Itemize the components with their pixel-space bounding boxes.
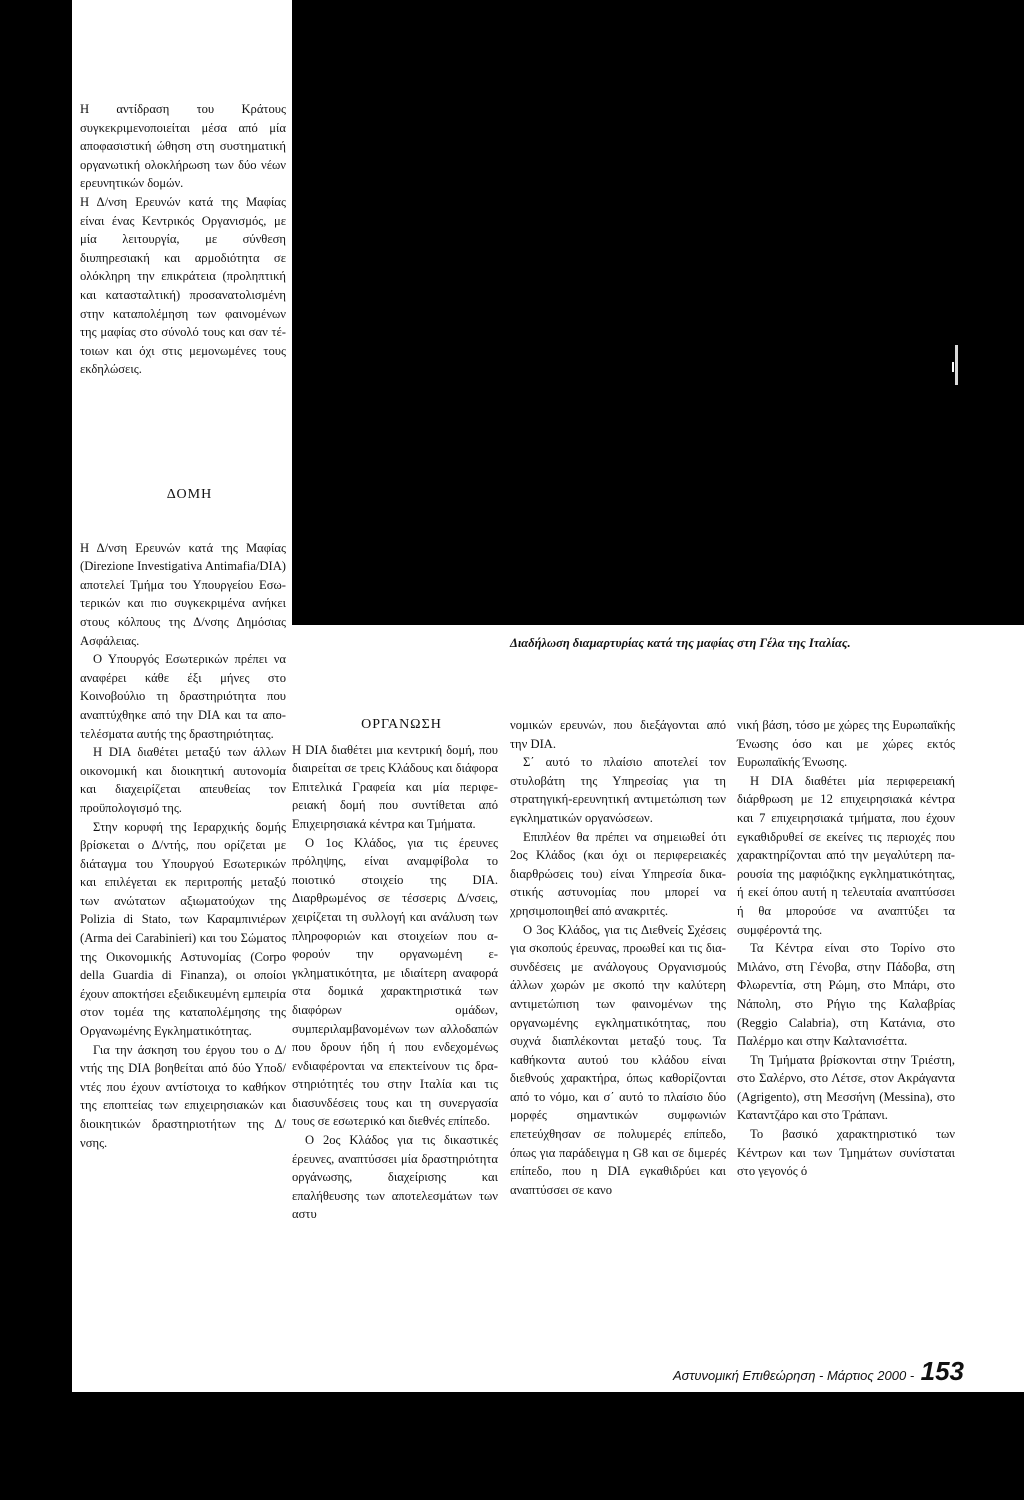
domi-paragraph-2: Ο Υπουργός Εσωτερικών πρέπει να αναφέρει κάθε έξι μήνες στο Κοινοβούλιο τη δραστηριότητα που αναπτύχθηκε από την DIA και τα αποτελέσματα αυτής της δραστηριότητας. [80, 652, 286, 741]
col4-paragraph-5: Το βασικό χαρακτηριστικό των Κέντρων και των Τμημάτων συνίσταται στο γεγονός ό [737, 1127, 955, 1179]
section-heading-organosi: ΟΡΓΑΝΩΣΗ [361, 717, 442, 732]
domi-paragraph-4: Στην κορυφή της Ιεραρχικής δομής βρίσκεται ο Δ/ντής, που ορίζεται με διάταγμα του Υπουργού Εσωτερικών και επιλέγεται εκ περιτροπής μεταξύ των ανώτατων αξιωματούχων της Polizia di Stato, των Καραμπινιέρων (Arma dei Carabinieri) και του Σώματος της Οικονομικής Αστυνομίας (Corpo della Guardia di Finanza), οι οποίοι έχουν αποκτήσει εξειδικευμένη εμπειρία στον τομέα της καταπολέμησης της Οργανωμένης Εγκληματικότητας. [80, 819, 286, 1039]
intro-column [80, 100, 286, 379]
col4-paragraph-1: νική βάση, τόσο με χώρες της Ευρωπαϊκής Ένωσης όσο και με χώρες εκτός Ευρωπαϊκής Ένωσης. [737, 718, 955, 770]
intro-paragraph-1: Η αντίδραση του Κράτους συγκεκριμενοποιείται μέσα από μία αποφασιστική ώθηση στη συστηματική οργανωτική ολοκλήρωση των δύο νέων ερευνητικών δομών. [80, 102, 286, 191]
col3-paragraph-2: Σ΄ αυτό το πλαίσιο αποτελεί τον στυλοβάτη της Υπηρεσίας για τη στρατηγική-ερευνητική αντιμετώπιση των εγκληματικών οργανώσεων. [510, 755, 726, 825]
col4-paragraph-3: Τα Κέντρα είναι στο Τορίνο στο Μιλάνο, στη Γένοβα, στην Πάδοβα, στη Φλωρεντία, στη Ρώμη, στο Μπάρι, στο Νάπολη, στο Ρήγιο της Καλαβρίας (Reggio Calabria), στη Κατάνια, στο Παλέρμο και στην Καλτανισέττα. [737, 941, 955, 1049]
organosi-column [292, 716, 498, 1224]
domi-paragraph-5: Για την άσκηση του έργου του ο Δ/ντής της DIA βοηθείται από δύο Υποδ/ντές που έχουν αντίστοιχα το καθήκον της εποπτείας των επιχειρησιακών και διοικητικών δραστηριοτήτων της Δ/νσης. [80, 1042, 286, 1150]
organosi-paragraph-3: Ο 2ος Κλάδος για τις δικαστικές έρευνες, αναπτύσσει μία δραστηριότητα οργάνωσης, διαχείρισης και επαλήθευσης των αποτελεσμάτων των αστυ [292, 1133, 498, 1222]
organosi-paragraph-2: Ο 1ος Κλάδος, για τις έρευνες πρόληψης, είναι αναμφίβολα το ποιοτικό στοιχείο της DIA. Διαρθρωμένος σε τέσσερις Δ/νσεις, χειρίζεται τη συλλογή και ανάλυση των πληροφοριών και στοιχείων που αφορούν την οργανωμένη εγκληματικότητα, με ιδιαίτερη αναφορά στα δομικά χαρακτηριστικά των διαφόρων ομάδων, συμπεριλαμβανομένων των αλλοδαπών που δρουν ήδη ή που ενδεχομένως ενδιαφέρονται να επεκτείνουν τις δραστηριότητές του στην Ιταλία και τις διασυνδέσεις τους και τη συνεργασία τους σε εσωτερικό και διεθνές επίπεδο. [292, 835, 498, 1129]
photo-artifact-2 [952, 362, 954, 372]
domi-column [80, 486, 286, 1152]
domi-paragraph-1: Η Δ/νση Ερευνών κατά της Μαφίας (Direzione Investigativa Antimafia/DIA) αποτελεί Τμήμα του Υπουργείου Εσωτερικών και πιο συγκεκριμένα ανήκει στους κόλπους της Δ/νσης Δημόσιας Ασφάλειας. [80, 540, 286, 648]
domi-paragraph-3: Η DIA διαθέτει μεταξύ των άλλων οικονομική και διοικητική αυτονομία και διαχειρίζεται απευθείας τον προϋπολογισμό της. [80, 745, 286, 815]
col3-paragraph-1: νομικών ερευνών, που διεξάγονται από την DIA. [510, 718, 726, 751]
organosi-paragraph-1: Η DIA διαθέτει μια κεντρική δομή, που διαιρείται σε τρεις Κλάδους και διάφορα Επιτελικά Γραφεία και μία περιφερειακή δομή που συντίθεται από Επιχειρησιακά κέντρα και Τμήματα. [292, 742, 498, 831]
col3-paragraph-4: Ο 3ος Κλάδος, για τις Διεθνείς Σχέσεις για σκοπούς έρευνας, προωθεί και τις διασυνδέσεις με ανάλογους Οργανισμούς άλλων χωρών με σκοπό την καλύτερη αντιμετώπιση των φαινομένων της οργανωμένης εγκληματικότητας, που συχνά διαπλέκονται μεταξύ τους. Τα καθήκοντα αυτού του κλάδου είναι διεθνούς χαρακτήρα, όπως καθορίζονται από το νόμο, και σ΄ αυτό το πλαίσιο δύο μορφές σημαντικών συμφωνιών επετεύχθησαν σε πολυμερές επίπεδο, όπως για παράδειγμα η G8 και σε διμερές επίπεδο, που η DIA εγκαθιδρύει και αναπτύσσει σε κανο [510, 922, 726, 1197]
page-number: 153 [920, 1356, 964, 1386]
col4-paragraph-4: Τη Τμήματα βρίσκονται στην Τριέστη, στο Σαλέρνο, στο Λέτσε, στον Ακράγαντα (Agrigento), στη Μεσσήνη (Messina), στο Καταντζάρο και στο Τράπανι. [737, 1052, 955, 1123]
column-3 [510, 716, 726, 1199]
column-4 [737, 716, 955, 1181]
intro-paragraph-2: Η Δ/νση Ερευνών κατά της Μαφίας είναι ένας Κεντρικός Οργανισμός, με μία λειτουργία, με σύνθεση διυπηρεσιακή και αρμοδιότητα σε ολόκληρη την επικράτεια (προληπτική και κατασταλτική) προσανατολισμένη στην καταπολέμηση των φαινομένων της μαφίας στο σύνολό τους και σαν τέτοιων και όχι στις μεμονωμένες τους εκδηλώσεις. [80, 194, 286, 377]
col4-paragraph-2: Η DIA διαθέτει μία περιφερειακή διάρθρωση με 12 επιχειρησιακά κέντρα και 7 επιχειρησιακά τμήματα, που έχουν εγκαθιδρυθεί σε εκείνες τις περιοχές που χαρακτηρίζονται από την μεγαλύτερη παρουσία της μαφιόζικης εγκληματικότητας, ή εκεί όπου αυτή η τελευταία αναπτύσσει ή θα μπορούσε να αναπτύξει τα συμφέροντά της. [737, 773, 955, 937]
page-footer [564, 1356, 964, 1387]
section-heading-domi: ΔΟΜΗ [166, 487, 213, 502]
col3-paragraph-3: Επιπλέον θα πρέπει να σημειωθεί ότι 2ος Κλάδος (και όχι οι περιφερειακές διαρθρώσεις του) είναι Υπηρεσία δικαστικής αστυνομίας που μπορεί να χρησιμοποιηθεί από ανακριτές. [510, 829, 726, 918]
photo-caption: Διαδήλωση διαμαρτυρίας κατά της μαφίας στη Γέλα της Ιταλίας. [510, 636, 851, 650]
scan-border-left [0, 0, 72, 1500]
scan-border-bottom [0, 1392, 1024, 1500]
protest-photo [292, 0, 1024, 625]
photo-artifact [955, 345, 958, 385]
journal-name: Αστυνομική Επιθεώρηση - Μάρτιος 2000 - [672, 1368, 915, 1383]
